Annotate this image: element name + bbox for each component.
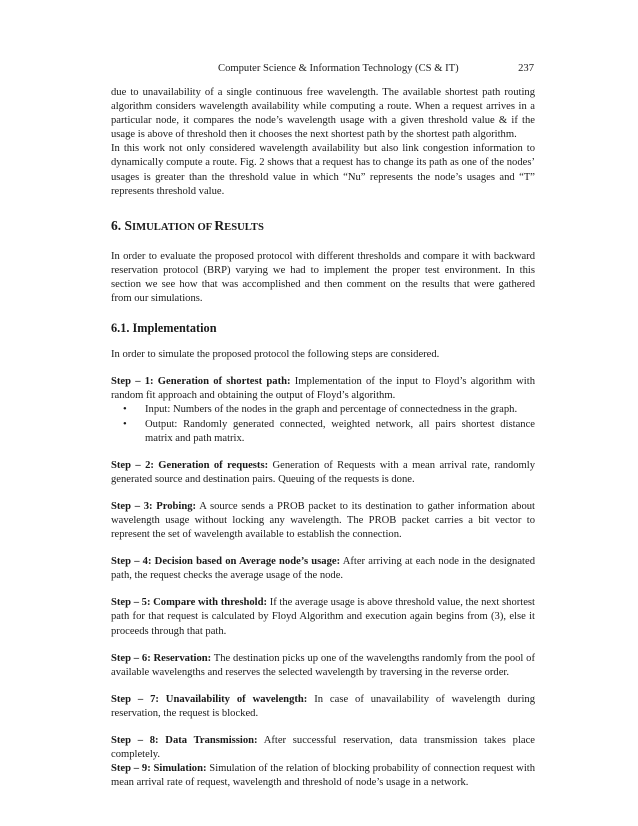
step-label: Step – 2: Generation of requests: [111, 459, 269, 471]
bullet-icon: • [123, 418, 127, 430]
step-text: A source sends a PROB packet to its destination to gather information about wavelength usage without locking any wavelength. The PROB packet carries a bit vector to represent the set of wavelength available to establish the connection. [111, 500, 535, 541]
journal-title: Computer Science & Information Technology (CS & IT) [218, 63, 459, 74]
step-text: In case of unavailability of wavelength during reservation, the request is blocked. [111, 693, 535, 719]
step-label: Step – 4: Decision based on Average node’s usage: [111, 556, 341, 568]
paragraph: due to unavailability of a single continuous free wavelength. The available shortest path routing algorithm considers wavelength availability while computing a route. When a request arrives in a particular node, it compares the node’s wavelength usage with a given threshold value & if the usage is above of threshold then it chooses the next shortest path by the shortest path algorithm. [111, 87, 535, 141]
step-text: After successful reservation, data transmission takes place completely. [111, 735, 536, 761]
step-text: Implementation of the input to Floyd’s algorithm with random fit approach and obtaining the output of Floyd’s algorithm. [111, 376, 535, 402]
page-number: 237 [518, 63, 534, 74]
step-9 [111, 762, 535, 790]
body-text [111, 86, 535, 790]
step-label: Step – 9: Simulation: [111, 763, 207, 775]
step-8 [111, 734, 535, 762]
step-6 [111, 652, 535, 680]
subsection-heading: 6.1. Implementation [111, 321, 217, 336]
bullet-icon: • [123, 404, 127, 416]
step-3 [111, 500, 535, 542]
paragraph: In order to evaluate the proposed protocol with different thresholds and compare it with backward reservation protocol (BRP) varying we had to implement the proper test environment. In this section we see how that was accomplished and then comment on the results that were gathered from our simulations. [111, 250, 535, 305]
paragraph: In order to simulate the proposed protocol the following steps are considered. [111, 349, 440, 361]
step-label: Step – 5: Compare with threshold: [111, 597, 268, 609]
step-text: If the average usage is above threshold value, the next shortest path for that request is calculated by Floyd Algorithm and execution again begins from (3), else it proceeds through that path. [111, 597, 535, 637]
step-2 [111, 459, 535, 487]
bullet-list [111, 403, 535, 445]
step-text: After arriving at each node in the designated path, the request checks the average usage of the node. [111, 556, 535, 582]
list-item: • Input: Numbers of the nodes in the graph and percentage of connectedness in the graph. [111, 403, 535, 417]
section-title: SIMULATION OF RESULTS [124, 217, 264, 233]
step-text: Simulation of the relation of blocking probability of connection request with mean arrival rate of request, wavelength and threshold of node’s usage in a network. [111, 763, 536, 789]
list-item: • Output: Randomly generated connected, weighted network, all pairs shortest distance matrix and path matrix. [123, 418, 535, 444]
step-4 [111, 555, 535, 583]
step-label: Step – 6: Reservation: [111, 652, 212, 664]
step-label: Step – 8: Data Transmission: [111, 735, 258, 746]
step-1 [111, 375, 535, 403]
step-7 [111, 693, 535, 721]
step-5 [111, 596, 535, 638]
step-label: Step – 3: Probing: [111, 500, 197, 512]
running-header [111, 62, 534, 76]
step-text: The destination picks up one of the wavelengths randomly from the pool of available wavelengths and reserves the selected wavelength by traversing in the reverse order. [111, 652, 535, 678]
section-number: 6. [111, 217, 122, 233]
step-text: Generation of Requests with a mean arrival rate, randomly generated source and destination pairs. Queuing of the requests is done. [111, 459, 535, 485]
step-label: Step – 7: Unavailability of wavelength: [111, 693, 308, 705]
paragraph: In this work not only considered wavelength availability but also link congestion information to dynamically compute a route. Fig. 2 shows that a request has to change its path as one of the nodes’ usages is greater than the threshold value in which “Nu” represents the node’s usages and “T” represents threshold value. [111, 143, 535, 197]
step-label: Step – 1: Generation of shortest path: [111, 376, 291, 388]
section-heading [111, 217, 535, 236]
